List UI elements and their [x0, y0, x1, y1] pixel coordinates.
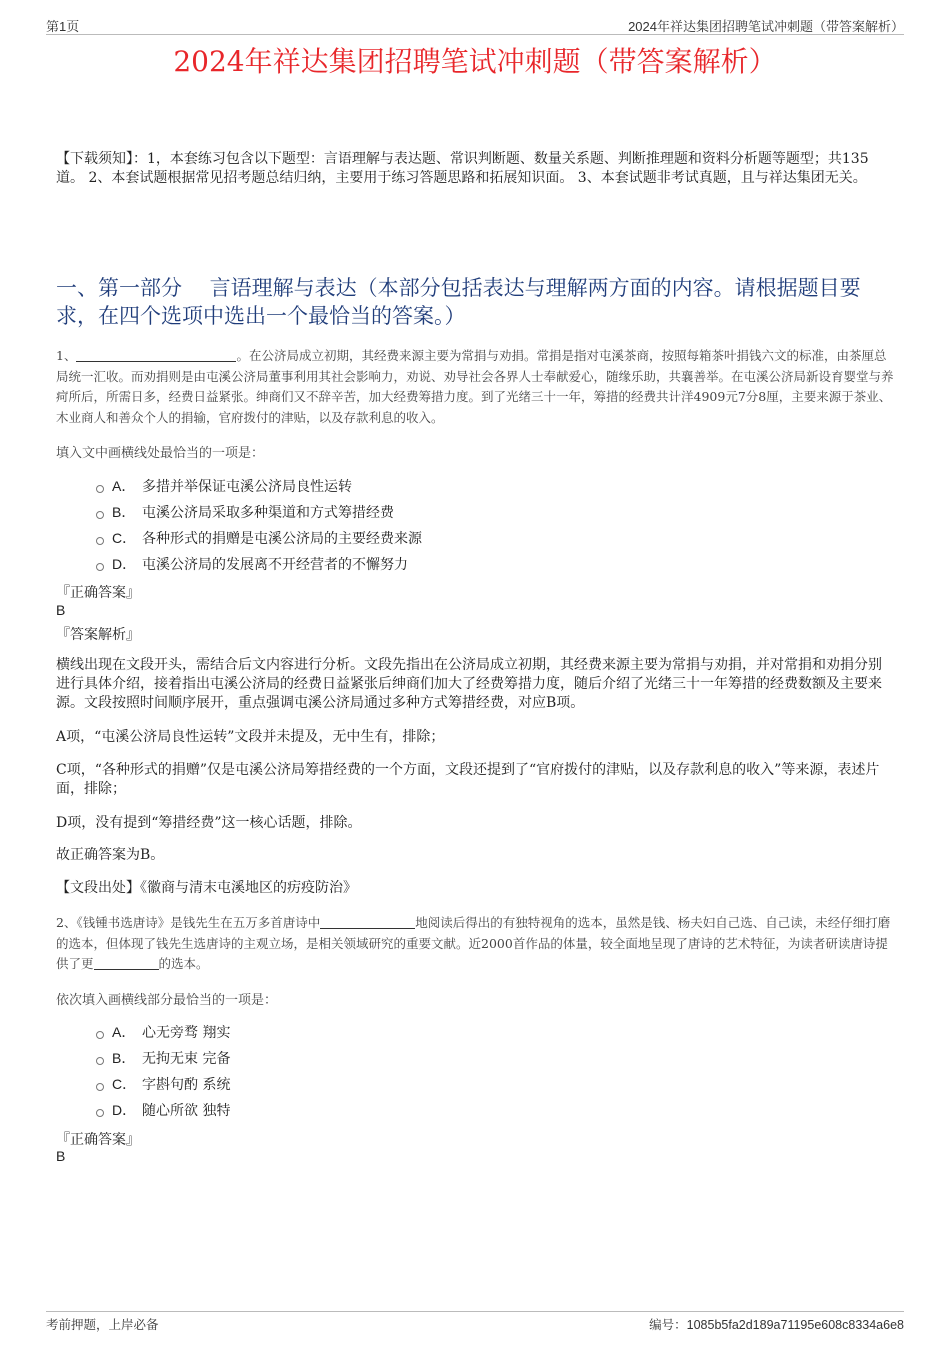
question-1-body: 。在公济局成立初期，其经费来源主要为常捐与劝捐。常捐是指对屯溪茶商，按照每箱茶叶捐钱六文的标准，由茶厘总局统一汇收。而劝捐则是由屯溪公济局董事利用其社会影响力，劝说、劝导社会各界人士奉献爱心，随缘乐助，共襄善举。在屯溪公济局新设育婴堂与养疴所后，所需日多，经费日益紧张。绅商们又不辞辛苦，加大经费筹措力度。到了光绪三十一年，筹措的经费共计洋4909元7分8厘，主要来源于茶业、木业商人和善众个人的捐输，官府拨付的津贴，以及存款利息的收入。	[56, 348, 894, 425]
question-2-option-c[interactable]: C． 字斟句酌 系统	[96, 1071, 230, 1097]
footer-slogan: 考前押题，上岸必备	[46, 1317, 159, 1332]
question-2-options	[96, 1019, 230, 1123]
question-2-prompt: 依次填入画横线部分最恰当的一项是：	[56, 993, 278, 1008]
radio-icon[interactable]	[96, 1031, 104, 1039]
question-1-option-a[interactable]: A． 多措并举保证屯溪公济局良性运转	[96, 473, 422, 499]
header-doc-title: 2024年祥达集团招聘笔试冲刺题（带答案解析）	[628, 19, 904, 34]
question-1-analysis-label: 『答案解析』	[56, 627, 140, 643]
radio-icon[interactable]	[96, 563, 104, 571]
question-1-prompt: 填入文中画横线处最恰当的一项是：	[56, 446, 265, 461]
analysis-paragraph: 横线出现在文段开头，需结合后文内容进行分析。文段先指出在公济局成立初期，其经费来源主要为常捐与劝捐，并对常捐和劝捐分别进行具体介绍，接着指出屯溪公济局的经费日益紧张后绅商们加大了经费筹措力度，随后介绍了光绪三十一年筹措的经费数额及主要来源。文段按照时间顺序展开，重点强调屯溪公济局通过多种方式筹措经费，对应B项。	[56, 657, 882, 711]
question-1-number: 1、	[56, 348, 77, 363]
question-1-option-d[interactable]: D． 屯溪公济局的发展离不开经营者的不懈努力	[96, 551, 422, 577]
question-1-answer-label: 『正确答案』	[56, 585, 140, 601]
question-1-option-c[interactable]: C． 各种形式的捐赠是屯溪公济局的主要经费来源	[96, 525, 422, 551]
question-1-options	[96, 473, 422, 577]
question-1-answer: B	[56, 602, 66, 618]
analysis-paragraph: C项，“各种形式的捐赠”仅是屯溪公济局筹措经费的一个方面，文段还提到了“官府拨付的津贴，以及存款利息的收入”等来源，表述片面，排除；	[56, 762, 880, 797]
question-2-blank-1	[320, 914, 415, 929]
source-citation: 【文段出处】《徽商与清末屯溪地区的疠疫防治》	[56, 880, 357, 896]
footer-code: 编号：1085b5fa2d189a71195e608c8334a6e8	[649, 1317, 904, 1332]
question-2-answer: B	[56, 1148, 66, 1164]
question-2-text: 2、《钱锺书选唐诗》是钱先生在五万多首唐诗中 地阅读后得出的有独特视角的选本，虽然是钱、杨夫妇自己选、自己读，未经仔细打磨的选本，但体现了钱先生选唐诗的主观立场，是相关领域研究的重要文献。近2000首作品的体量，较全面地呈现了唐诗的艺术特征，为读者研读唐诗提供了更 的选本。	[56, 915, 891, 971]
question-1-option-b[interactable]: B． 屯溪公济局采取多种渠道和方式筹措经费	[96, 499, 422, 525]
radio-icon[interactable]	[96, 485, 104, 493]
radio-icon[interactable]	[96, 1057, 104, 1065]
question-2-option-b[interactable]: B． 无拘无束 完备	[96, 1045, 230, 1071]
radio-icon[interactable]	[96, 1109, 104, 1117]
question-1-text	[56, 346, 896, 428]
question-2-answer-label: 『正确答案』	[56, 1132, 140, 1148]
analysis-paragraph: D项，没有提到“筹措经费”这一核心话题，排除。	[56, 815, 362, 831]
analysis-paragraph: 故正确答案为B。	[56, 847, 165, 863]
analysis-paragraph: A项，“屯溪公济局良性运转”文段并未提及，无中生有，排除；	[56, 729, 445, 745]
question-2-option-a[interactable]: A． 心无旁骛 翔实	[96, 1019, 230, 1045]
radio-icon[interactable]	[96, 1083, 104, 1091]
page-footer	[46, 1311, 904, 1334]
question-2-blank-2	[94, 955, 159, 970]
document-title: 2024年祥达集团招聘笔试冲刺题（带答案解析）	[173, 45, 777, 78]
radio-icon[interactable]	[96, 537, 104, 545]
download-notice: 【下载须知】：1，本套练习包含以下题型：言语理解与表达题、常识判断题、数量关系题、判断推理题和资料分析题等题型；共135道。 2、本套试题根据常见招考题总结归纳，主要用于练习答题思路和拓展知识面。 3、本套试题非考试真题，且与祥达集团无关。	[56, 151, 869, 186]
question-1-blank	[76, 347, 236, 362]
question-2-number: 2、	[56, 915, 77, 930]
radio-icon[interactable]	[96, 511, 104, 519]
page-number: 第1页	[46, 19, 80, 34]
page-header	[46, 14, 904, 35]
section-heading: 一、第一部分 言语理解与表达（本部分包括表达与理解两方面的内容。请根据题目要求，在四个选项中选出一个最恰当的答案。）	[56, 276, 861, 328]
question-2-option-d[interactable]: D． 随心所欲 独特	[96, 1097, 230, 1123]
